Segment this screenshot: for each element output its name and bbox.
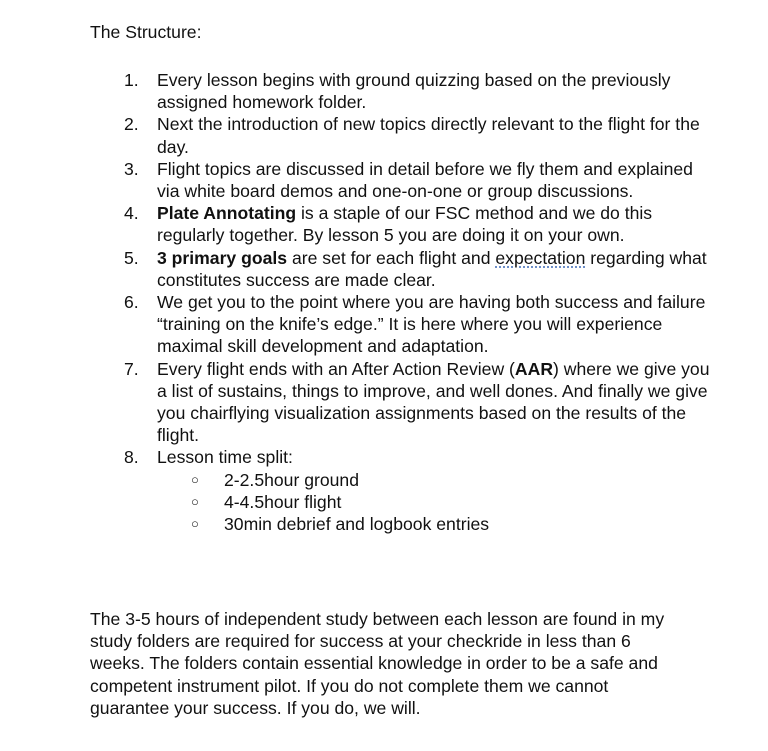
list-item [90, 113, 710, 157]
bold-term: AAR [514, 358, 554, 379]
sub-list-item [157, 513, 710, 535]
item-text: ) where we give you a list of sustains, things to improve, and well dones. And finally we give you chairflying visualization assignments based on the results of the flight. [157, 358, 710, 446]
list-item [90, 69, 710, 113]
item-text: regarding what constitutes success are made clear. [157, 247, 707, 290]
sub-item-text: 4-4.5hour flight [224, 491, 342, 512]
item-text: is a staple of our FSC method and we do this regularly together. By lesson 5 you are doing it on your own. [157, 203, 653, 246]
list-item [90, 247, 710, 291]
item-text: are set for each flight and [287, 247, 496, 268]
item-number: 5. [124, 247, 139, 268]
sub-list-item [157, 491, 710, 513]
item-text: Next the introduction of new topics directly relevant to the flight for the day. [157, 114, 700, 157]
section-heading: The Structure: [90, 22, 202, 42]
list-item [90, 202, 710, 246]
item-number: 1. [124, 70, 139, 90]
structure-list [90, 69, 710, 535]
item-text: Every lesson begins with ground quizzing based on the previously assigned homework folder. [157, 70, 671, 113]
sub-item-text: 30min debrief and logbook entries [224, 514, 490, 535]
bold-term: 3 primary goals [157, 247, 288, 268]
item-number: 6. [124, 292, 139, 313]
hollow-bullet-icon: ○ [191, 493, 199, 509]
item-text: Lesson time split: [157, 447, 293, 468]
list-item [90, 446, 710, 535]
hollow-bullet-icon: ○ [191, 471, 199, 487]
item-text: We get you to the point where you are having both success and failure “training on the knife’s edge.” It is here where you will experience maximal skill development and adaptation. [157, 292, 706, 357]
list-item [90, 158, 710, 202]
spellcheck-flagged-word: expectation [495, 247, 586, 268]
item-number: 7. [124, 358, 139, 379]
bold-term: Plate Annotating [157, 203, 297, 224]
sub-list-item [157, 469, 710, 491]
item-number: 4. [124, 203, 139, 224]
time-split-list [157, 469, 710, 536]
item-text: Flight topics are discussed in detail before we fly them and explained via white board demos and one-on-one or group discussions. [157, 158, 693, 202]
item-number: 3. [124, 158, 139, 179]
item-number: 2. [124, 114, 139, 135]
list-item [90, 358, 710, 447]
item-text: Every flight ends with an After Action Review ( [157, 358, 515, 379]
closing-paragraph: The 3-5 hours of independent study between each lesson are found in my study folders are required for success at your checkride in less than 6 weeks. The folders contain essential knowledge in order to be a safe and competent instrument pilot. If you do not complete them we cannot guarantee your success. If you do, we will. [90, 609, 665, 718]
sub-item-text: 2-2.5hour ground [224, 469, 359, 490]
list-item [90, 291, 710, 358]
item-number: 8. [124, 447, 139, 468]
hollow-bullet-icon: ○ [191, 516, 199, 532]
